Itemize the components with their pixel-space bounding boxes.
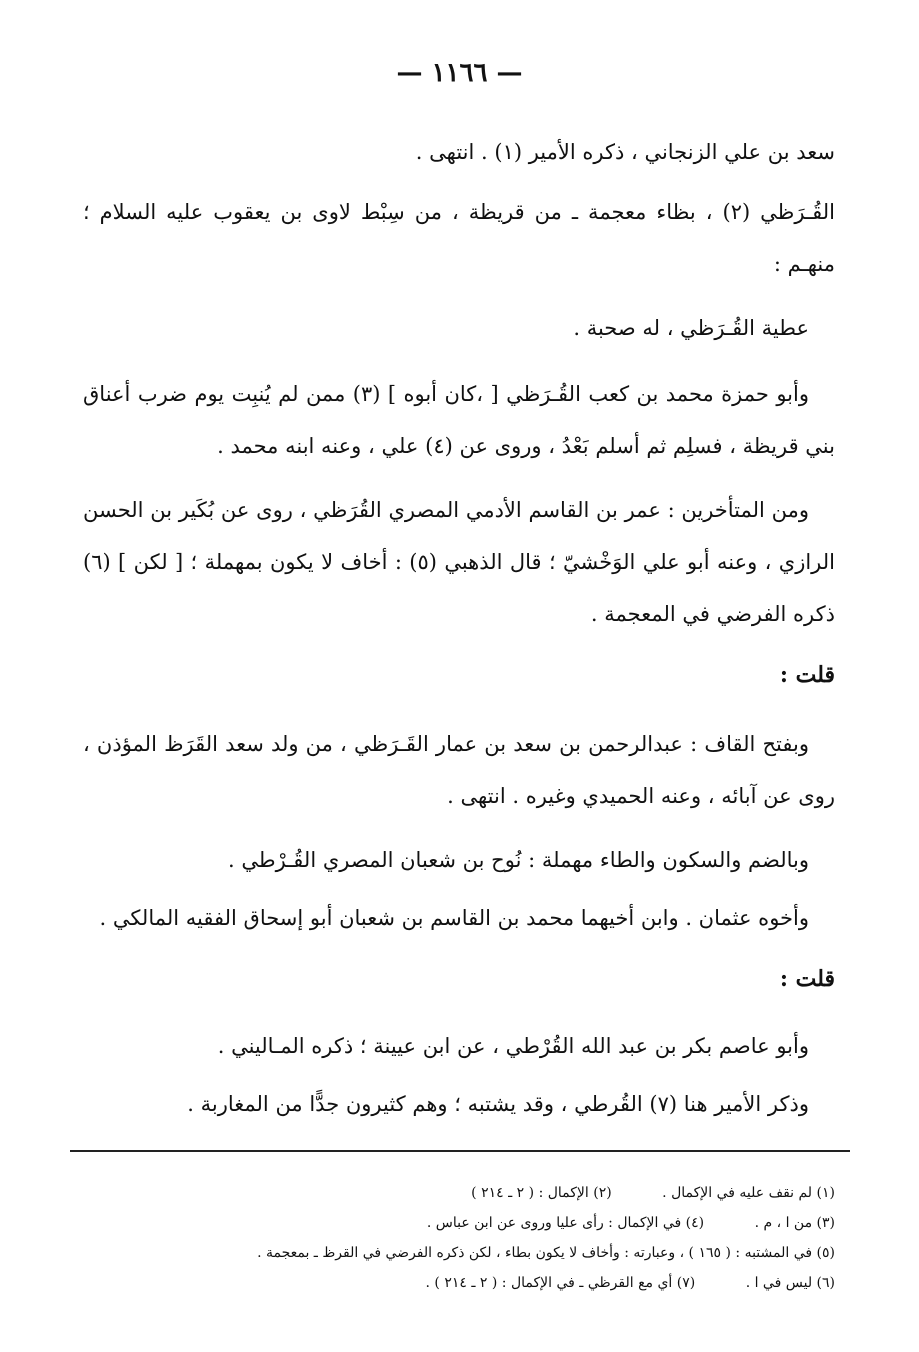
footnote-separator <box>70 1150 850 1152</box>
paragraph-1: سعد بن علي الزنجاني ، ذكره الأمير (١) . انتهى . <box>415 140 835 164</box>
footnote-4: (٤) في الإكمال : رأى عليا وروى عن ابن عباس . <box>426 1215 705 1231</box>
footnote-line-1 <box>75 1178 835 1208</box>
footnote-1: (١) لم نقف عليه في الإكمال . <box>662 1185 835 1201</box>
paragraph-5: ومن المتأخرين : عمر بن القاسم الأدمي المصري القُرَظي ، روى عن بُكَير بن الحسن الرازي ، وعنه أبو علي الوَخْشيّ ؛ قال الذهبي (٥) : أخاف لا يكون بمهملة ؛ [ لكن ] (٦) ذكره الفرضي في المعجمة . <box>83 498 836 626</box>
paragraph-8: وأخوه عثمان . وابن أخيهما محمد بن القاسم بن شعبان أبو إسحاق الفقيه المالكي . <box>99 906 809 930</box>
footnote-6: (٦) ليس في ا . <box>745 1275 835 1291</box>
paragraph-10: وذكر الأمير هنا (٧) القُرطي ، وقد يشتبه ؛ وهم كثيرون جدًّا من المغاربة . <box>187 1092 809 1116</box>
footnote-2: (٢) الإكمال : ( ٢ ـ ٢١٤ ) <box>471 1185 612 1201</box>
page-number: — ١١٦٦ — <box>396 58 523 88</box>
paragraph-7: وبالضم والسكون والطاء مهملة : نُوح بن شعبان المصري القُـرْطي . <box>228 848 809 872</box>
footnote-3: (٣) من ا ، م . <box>754 1215 835 1231</box>
footnote-7: (٧) أي مع القرظي ـ في الإكمال : ( ٢ ـ ٢١٤ ) . <box>425 1275 696 1291</box>
footnote-line-3 <box>75 1238 835 1268</box>
paragraph-3: عطية القُـرَظي ، له صحبة . <box>573 316 809 340</box>
paragraph-6: وبفتح القاف : عبدالرحمن بن سعد بن عمار القَـرَظي ، من ولد سعد القَرَظ المؤذن ، روى عن آبائه ، وعنه الحميدي وغيره . انتهى . <box>83 732 835 808</box>
heading-qult-2: قلت : <box>779 966 835 992</box>
heading-qult-1: قلت : <box>779 662 835 688</box>
paragraph-2: القُـرَظي (٢) ، بظاء معجمة ـ من قريظة ، من سِبْط لاوى بن يعقوب عليه السلام ؛ منهـم : <box>83 200 835 276</box>
paragraph-9: وأبو عاصم بكر بن عبد الله القُرْطي ، عن ابن عيينة ؛ ذكره المـاليني . <box>217 1034 809 1058</box>
footnote-5: (٥) في المشتبه : ( ١٦٥ ) ، وعبارته : وأخاف لا يكون بطاء ، لكن ذكره الفرضي في القرظ ـ بمعجمة . <box>257 1245 835 1261</box>
paragraph-4: وأبو حمزة محمد بن كعب القُـرَظي [ ،كان أبوه ] (٣) ممن لم يُنبِت يوم ضرب أعناق بني قريظة ، فسلِم ثم أسلم بَعْدُ ، وروى عن (٤) علي ، وعنه ابنه محمد . <box>83 382 835 458</box>
footnote-line-4 <box>75 1268 835 1298</box>
footnote-line-2 <box>75 1208 835 1238</box>
